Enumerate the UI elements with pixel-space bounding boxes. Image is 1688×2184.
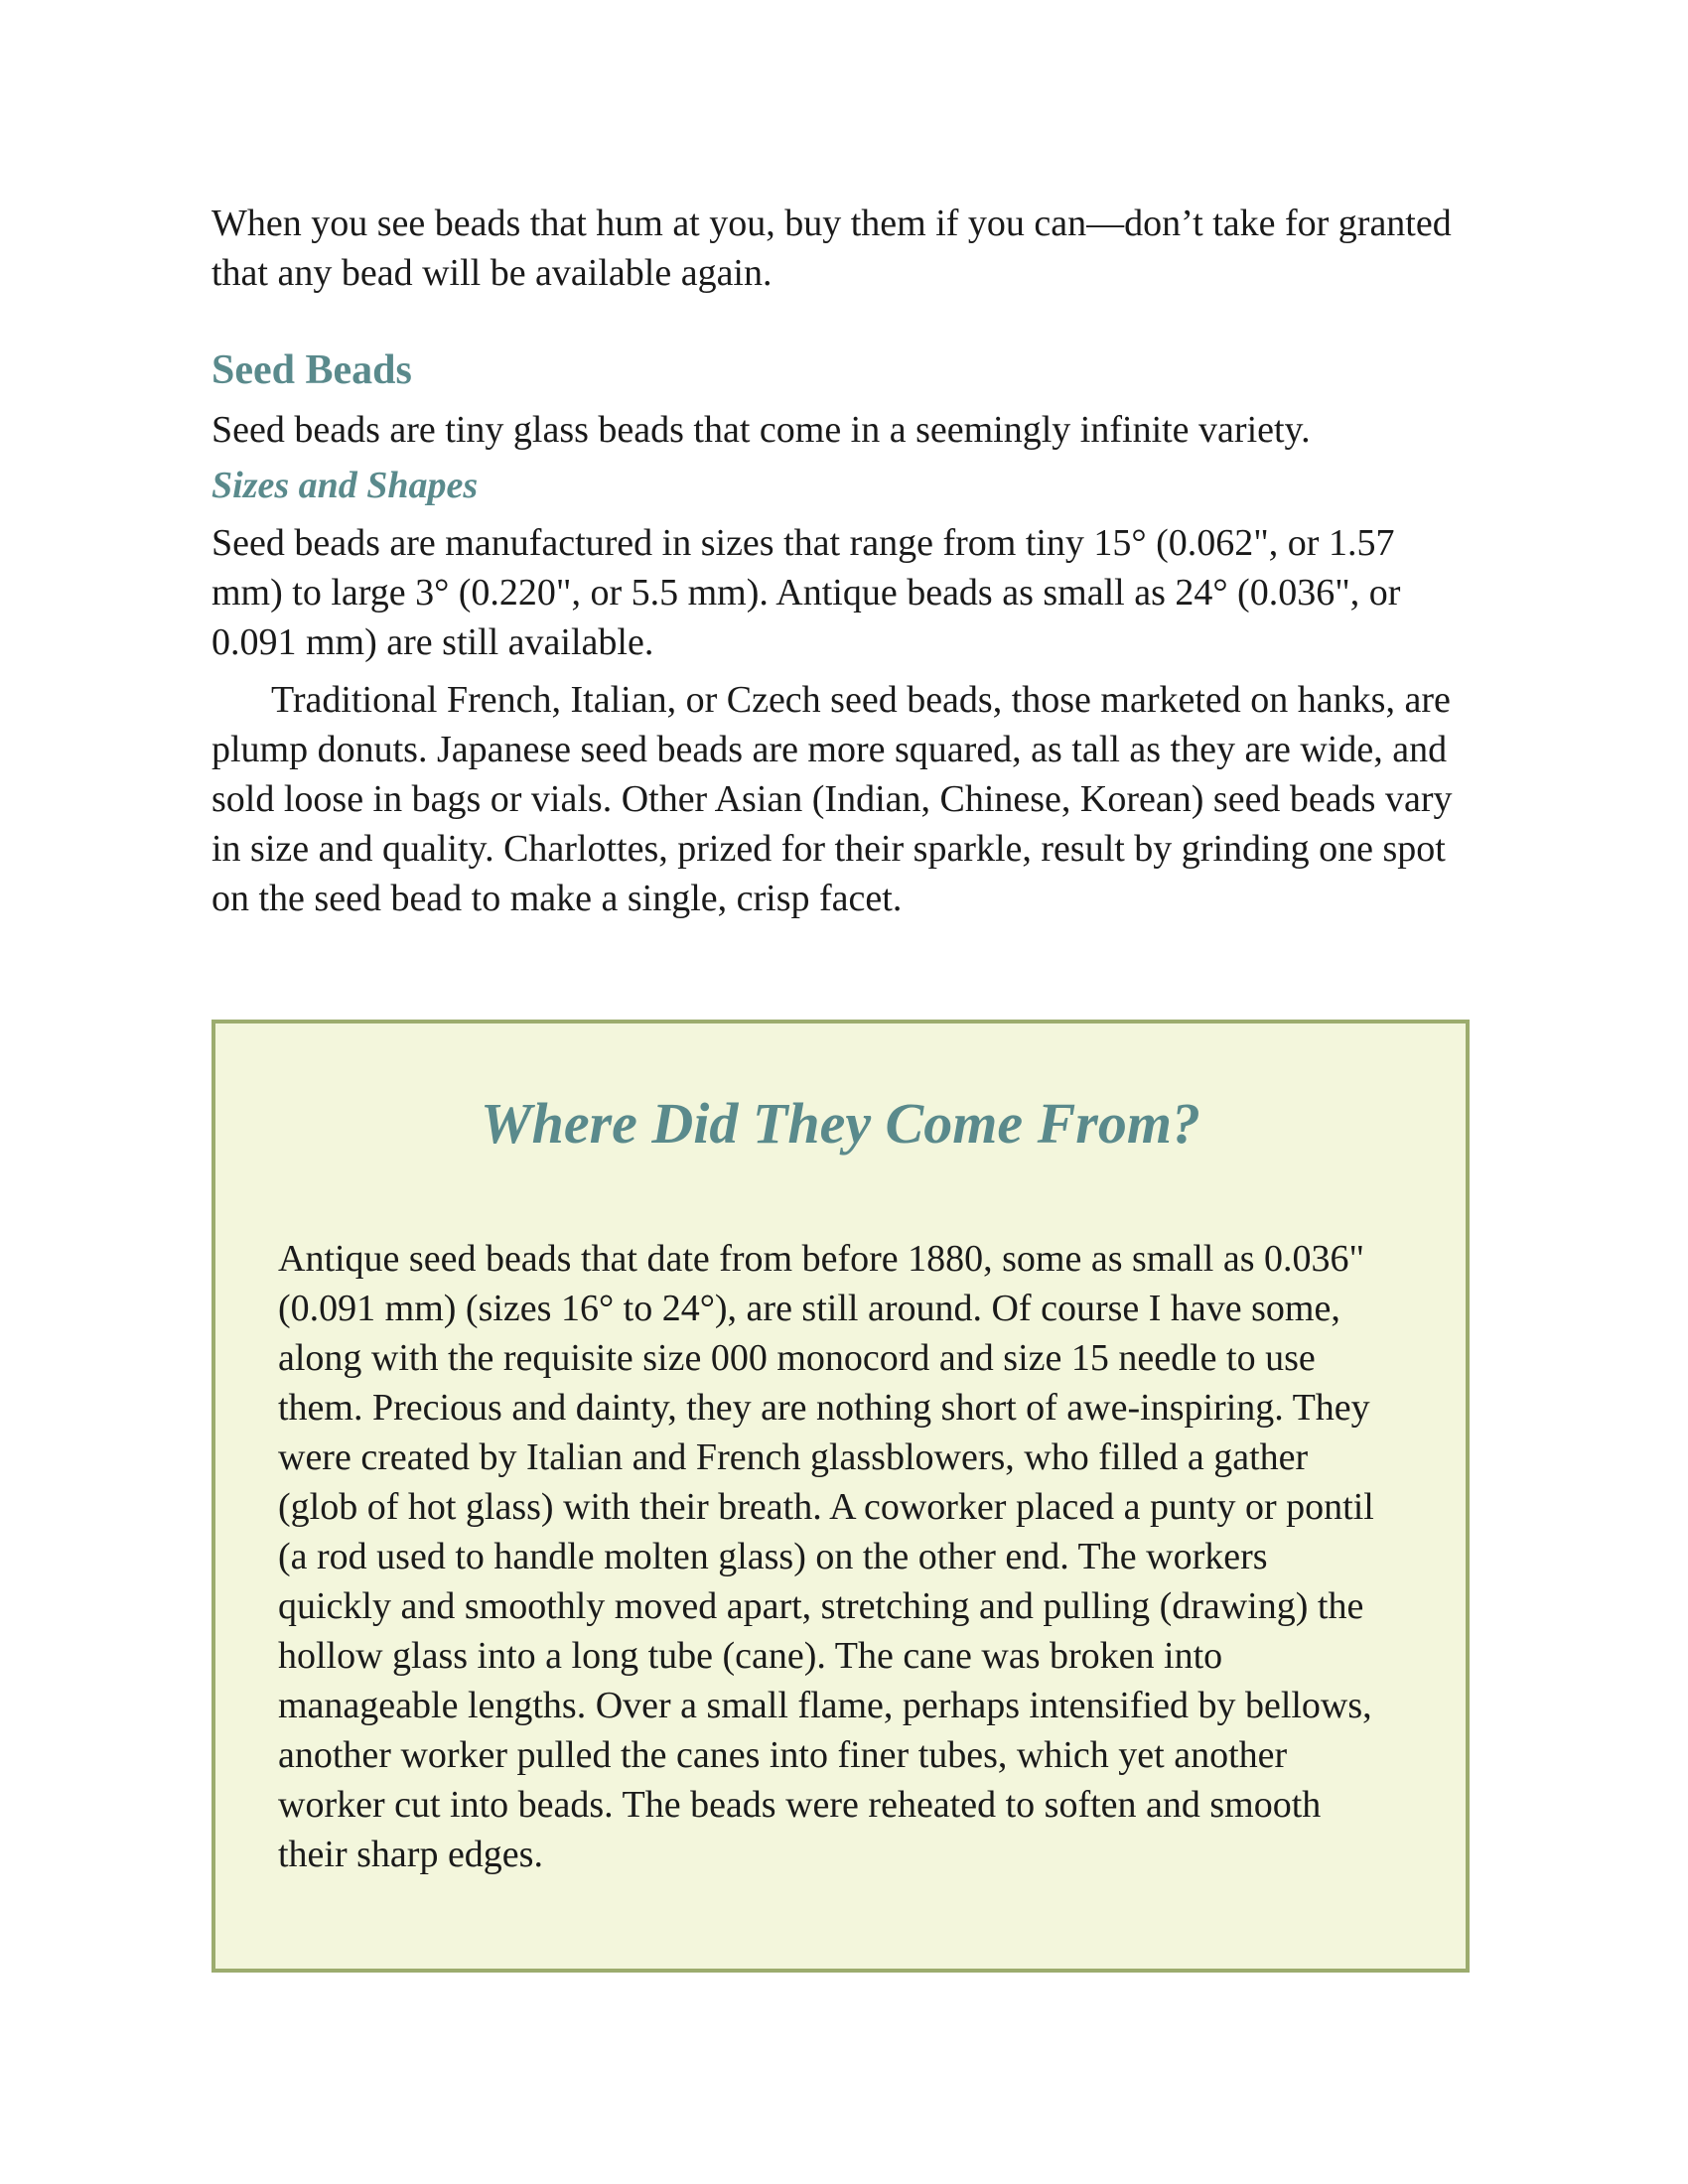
intro-paragraph: When you see beads that hum at you, buy them if you can—don’t take for granted that any bead will be available again. — [211, 203, 1452, 294]
sizes-paragraph: Seed beads are manufactured in sizes that range from tiny 15° (0.062", or 1.57 mm) to large 3° (0.220", or 5.5 mm). Antique beads as small as 24° (0.036", or 0.091 mm) are still available. — [211, 522, 1401, 663]
sidebar-box — [211, 1020, 1470, 1973]
subsection-heading: Sizes and Shapes — [211, 465, 479, 506]
sidebar-title: Where Did They Come From? — [481, 1091, 1200, 1156]
section-lead-paragraph: Seed beads are tiny glass beads that come in a seemingly infinite variety. — [211, 409, 1311, 451]
sidebar-body: Antique seed beads that date from before 1880, some as small as 0.036" (0.091 mm) (sizes 16° to 24°), are still around. Of course I have some, along with the requisite size 000 monocord and size 15 needle to use them. Precious and dainty, they are nothing short of awe-inspiring. They were created by Italian and French glassblowers, who filled a gather (glob of hot glass) with their breath. A coworker placed a punty or pontil (a rod used to handle molten glass) on the other end. The workers quickly and smoothly moved apart, stretching and pulling (drawing) the hollow glass into a long tube (cane). The cane was broken into manageable lengths. Over a small flame, perhaps intensified by bellows, another worker pulled the canes into finer tubes, which yet another worker cut into beads. The beads were reheated to soften and smooth their sharp edges. — [278, 1238, 1374, 1875]
shapes-paragraph: Traditional French, Italian, or Czech seed beads, those marketed on hanks, are plump donuts. Japanese seed beads are more squared, as tall as they are wide, and sold loose in bags or vials. Other Asian (Indian, Chinese, Korean) seed beads vary in size and quality. Charlottes, prized for their sparkle, result by grinding one spot on the seed bead to make a single, crisp facet. — [211, 679, 1453, 919]
section-heading: Seed Beads — [211, 347, 412, 393]
page-body — [211, 199, 1473, 923]
